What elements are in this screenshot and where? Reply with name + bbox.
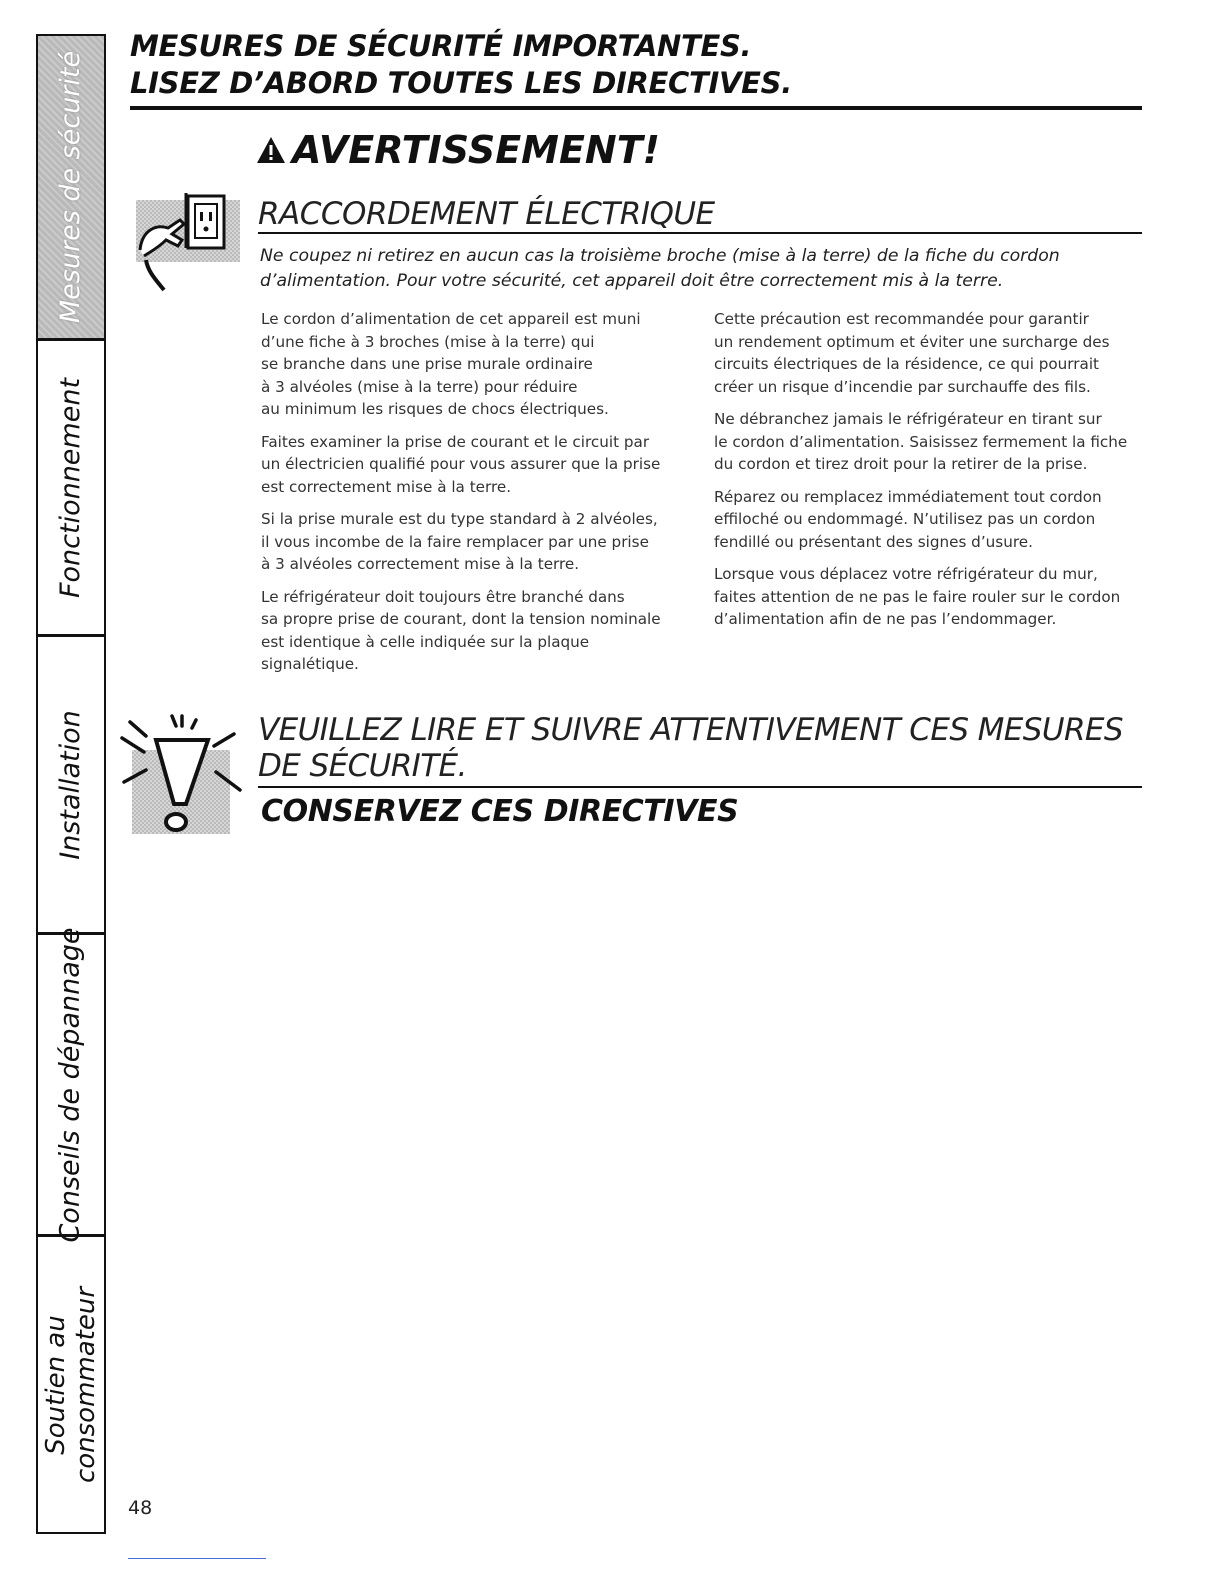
paragraph: Si la prise murale est du type standard à 2 alvéoles, il vous incombe de la faire remplacer par une prise à 3 alvéoles correctement mise à la terre. [261,510,658,573]
tab-mesures-de-securite[interactable] [38,36,104,341]
tab-label: Mesures de sécurité [55,50,86,324]
page-title-line2: LISEZ D’ABORD TOUTES LES DIRECTIVES. [130,66,792,100]
section-tab-bar [36,34,106,1534]
warning-triangle-icon [256,136,286,164]
section-heading-electrical: RACCORDEMENT ÉLECTRIQUE [258,196,1142,234]
paragraph: Réparez ou remplacez immédiatement tout cordon effiloché ou endommagé. N’utilisez pas un cordon fendillé ou présentant des signes d’usure. [714,487,1102,551]
electrical-lead-text: Ne coupez ni retirez en aucun cas la troisième broche (mise à la terre) de la fiche du cordon d’alimentation. Pour votre sécurité, cet appareil doit être correctement mis à la terre. [260,246,1060,291]
tab-conseils-de-depannage[interactable] [38,926,104,1243]
paragraph: Ne débranchez jamais le réfrigérateur en tirant sur le cordon d’alimentation. Saisissez fermement la fiche du cordon et tirez droit pour la retirer de la prise. [714,410,1128,473]
closing-line1: VEUILLEZ LIRE ET SUIVRE ATTENTIVEMENT CES MESURES [258,712,1123,748]
tab-label: Conseils de dépannage [55,926,87,1243]
electrical-left-column [261,308,691,686]
page-title-line1: MESURES DE SÉCURITÉ IMPORTANTES. [130,29,752,63]
paragraph: Le cordon d’alimentation de cet appareil est muni d’une fiche à 3 broches (mise à la terre) qui se branche dans une prise murale ordinaire à 3 alvéoles (mise à la terre) pour réduire au minimum les risques de chocs électriques. [261,310,641,418]
electrical-right-column [714,308,1146,641]
tab-fonctionnement[interactable] [38,341,104,637]
closing-line2: DE SÉCURITÉ. [258,748,467,784]
page-title [130,28,1142,110]
tab-label-line2: consommateur [71,1286,101,1483]
tab-soutien-au-consommateur[interactable] [38,1237,104,1532]
paragraph: Le réfrigérateur doit toujours être branché dans sa propre prise de courant, dont la tension nominale est identique à celle indiquée sur la plaque signalétique. [261,587,661,673]
section-heading-read-and-follow [258,712,1142,788]
paragraph: Lorsque vous déplacez votre réfrigérateur du mur, faites attention de ne pas le faire rouler sur le cordon d’alimentation afin de ne pas l’endommager. [714,565,1121,628]
attention-exclamation-icon [116,712,246,838]
paragraph: Faites examiner la prise de courant et le circuit par un électricien qualifié pour vous assurer que la prise est correctement mise à la terre. [261,432,661,496]
page-number: 48 [128,1497,153,1519]
electrical-plug-icon [132,190,244,298]
tab-installation[interactable] [38,637,104,935]
paragraph: Cette précaution est recommandée pour garantir un rendement optimum et éviter une surcharge des circuits électriques de la résidence, ce qui pourrait créer un risque d’incendie par surchauffe des fils. [714,310,1110,396]
save-instructions-heading: CONSERVEZ CES DIRECTIVES [261,794,739,829]
footer-rule [128,1558,266,1559]
tab-label-line1: Soutien au [41,1314,71,1455]
tab-label [41,1286,101,1482]
tab-label: Installation [55,709,87,860]
tab-label: Fonctionnement [55,377,86,598]
warning-heading [256,128,660,172]
warning-title-text: AVERTISSEMENT! [292,128,660,172]
